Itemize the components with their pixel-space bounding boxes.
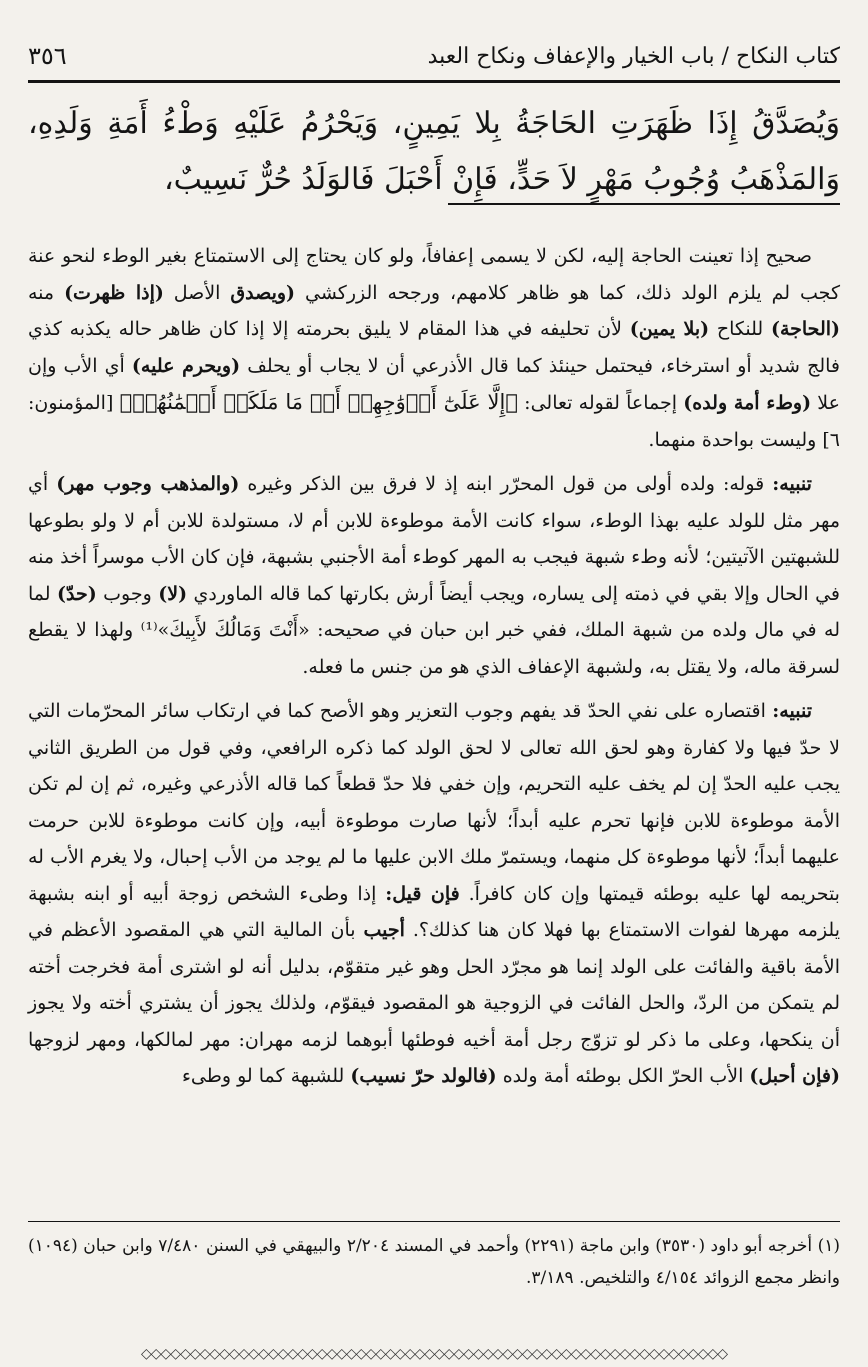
paragraph-2: تنبيه: قوله: ولده أولى من قول المحرّر ابنه إذ لا فرق بين الذكر وغيره (والمذهب وجوب مهر) أي مهر مثل للولد عليه بهذا الوطء، سواء كانت الأمة موطوءة للابن أم لا، مستولدة للابن أم لا ولو بطوعها للشبهتين الآتيتين؛ لأنه وطء شبهة فيجب به المهر كوطء أمة الأجنبي بشبهة، فإن كان الأب موسراً أخذ منه في الحال وإلا بقي في ذمته إلى يساره، ويجب أيضاً أرش بكارتها كما قاله الماوردي (لا) وجوب (حدّ) لما له في مال ولده من شبهة الملك، ففي خبر ابن حبان في صحيحه: «أَنْتَ وَمَالُكَ لأَبِيكَ»⁽¹⁾ ولهذا لا يقطع لسرقة ماله، ولا يقتل به، ولشبهة الإعفاف الذي هو من جنس ما فعله. (28, 473, 840, 678)
quran-verse: ﴿إِلَّا عَلَىٰٓ أَزۡوَٰجِهِمۡ أَوۡ مَا مَلَكَتۡ أَيۡمَٰنُهُمۡ﴾ (119, 390, 518, 414)
paragraph-1: صحيح إذا تعينت الحاجة إليه، لكن لا يسمى إعفافاً، ولو كان يحتاج إلى الاستمتاع بغير الوطء لنحو عنة كجب لم يلزم الولد ذلك، كما هو ظاهر كلامهم، ورجحه الزركشي (ويصدق الأصل (إذا ظهرت) منه (الحاجة) للنكاح (بلا يمين) لأن تحليفه في هذا المقام لا يليق بحرمته إلا إذا كان ظاهر حاله يكذبه كذي فالج شديد أو استرخاء، فيحتمل حينئذ كما قال الأذرعي أن لا يجاب أو يحلف (ويحرم عليه) أي الأب وإن علا (وطء أمة ولده) إجماعاً لقوله تعالى: ﴿إِلَّا عَلَىٰٓ أَزۡوَٰجِهِمۡ أَوۡ مَا مَلَكَتۡ أَيۡمَٰنُهُمۡ﴾ [المؤمنون: ٦] وليست بواحدة منهما. (28, 245, 841, 451)
paragraph-3: تنبيه: اقتصاره على نفي الحدّ قد يفهم وجوب التعزير وهو الأصح كما في ارتكاب سائر المحرّمات التي لا حدّ فيها ولا كفارة وهو لحق الله تعالى لا لحق الولد كما ذكره الرافعي، وفي قول من الطريق الثاني يجب عليه الحدّ إن لم يخف عليه التحريم، وإن خفي فلا حدّ قطعاً كما قاله الأذرعي وغيره، ثم إن لم تكن الأمة موطوءة للابن فإنها تحرم عليه أبداً؛ لأنها صارت موطوءة أبيه، وإن كانت موطوءة للابن حرمت عليهما أبداً؛ لأنها موطوءة كل منهما، ويستمرّ ملك الابن عليها ما لم يوجد من الأب إحبال، ولا يغرم الأب له بتحريمه لها عليه بوطئه قيمتها وإن كان كافراً. فإن قيل: إذا وطىء الشخص زوجة أبيه أو ابنه بشبهة يلزمه مهرها لفوات الاستمتاع بها فهلا كان هنا كذلك؟. أجيب بأن المالية التي هي المقصود الأعظم في الأمة باقية والفائت على الولد إنما هو مجرّد الحل وهو غير متقوّم، بدليل أنه لو اشترى أمة فخرجت أخته لم يتمكن من الردّ، والحل الفائت في الزوجية هو المقصود فيقوّم، ولذلك يجوز أن يشتري أخته ولا يجوز أن ينكحها، وعلى ما ذكر لو تزوّج رجل أمة أخيه فوطئها أبوهما لزمه مهران: مهر لمالكها، ومهر لزوجها (فإن أحبل) الأب الحرّ الكل بوطئه أمة ولده (فالولد حرّ نسيب) للشبهة كما لو وطىء (28, 700, 841, 1087)
note-label: تنبيه: (772, 700, 812, 722)
matn-divider (448, 203, 840, 205)
page-number: ٣٥٦ (28, 42, 67, 70)
page-header (28, 36, 840, 76)
header-divider (28, 80, 840, 83)
footnote: (١) أخرجه أبو داود (٣٥٣٠) وابن ماجة (٢٢٩١) وأحمد في المسند ٢/٢٠٤ والبيهقي في السنن ٧/٤٨٠ وابن حبان (١٠٩٤) وانظر مجمع الزوائد ٤/١٥٤ والتلخيص. ٣/١٨٩. (28, 1236, 840, 1288)
commentary-body (28, 238, 840, 1095)
note-label: تنبيه: (772, 473, 812, 495)
ornament-border: ◇◇◇◇◇◇◇◇◇◇◇◇◇◇◇◇◇◇◇◇◇◇◇◇◇◇◇◇◇◇◇◇◇◇◇◇◇◇◇◇◇◇◇◇◇◇◇◇◇◇◇◇◇◇◇◇◇◇◇◇ (141, 1346, 727, 1362)
running-title: كتاب النكاح / باب الخيار والإعفاف ونكاح العبد (427, 43, 840, 69)
matn-text: وَيُصَدَّقُ إِذَا ظَهَرَتِ الحَاجَةُ بِلا يَمِينٍ، وَيَحْرُمُ عَلَيْهِ وَطْءُ أَمَةِ وَلَدِهِ، وَالمَذْهَبُ وُجُوبُ مَهْرٍ لاَ حَدٍّ، فَإِنْ أَحْبَلَ فَالوَلَدُ حُرٌّ نَسِيبٌ، (28, 106, 840, 197)
footnote-divider (28, 1221, 840, 1222)
